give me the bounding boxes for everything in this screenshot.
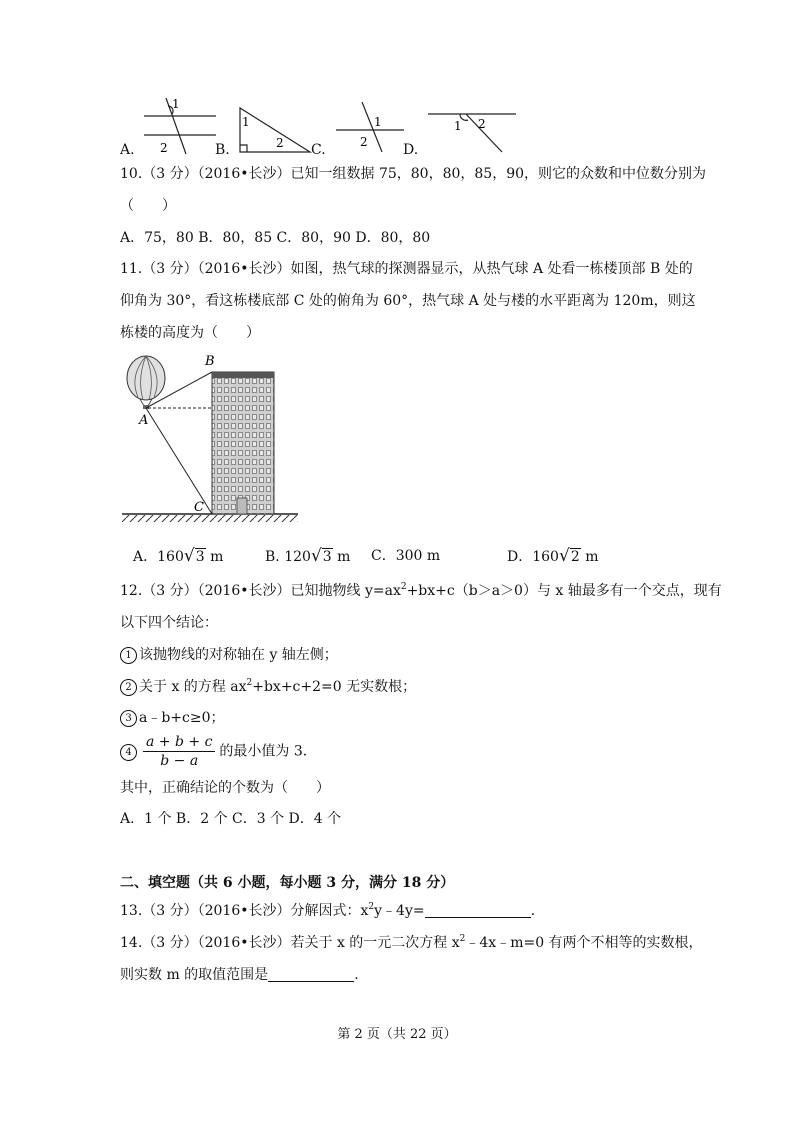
q9-figure-b (240, 108, 310, 152)
q12-c3-num: 3 (120, 710, 137, 727)
q12-c2-a: 关于 x 的方程 ax (139, 679, 247, 695)
q11-option-d: D．160√2 m (507, 546, 599, 566)
q9-figure-a (144, 98, 216, 154)
q9-figure-d (428, 114, 516, 152)
q14-line2 (120, 965, 359, 985)
q11-label-a: A (139, 413, 149, 428)
q11-line3: 栋楼的高度为（ ） (120, 325, 260, 341)
q13-sup: 2 (368, 902, 375, 912)
q11-figure-svg (118, 350, 300, 524)
q12-c4-numerator: a + b + c (143, 733, 215, 752)
q11-option-a-coef: 160 (157, 549, 184, 565)
q13-prefix: 13.（3 分）（2016•长沙）分解因式：x (120, 903, 369, 919)
q12-c4-num: 4 (120, 744, 137, 761)
q9-d-mark2: 2 (478, 117, 486, 131)
q11-option-d-unit: m (585, 549, 599, 565)
q11-building-roof (212, 372, 274, 378)
q12-conclusion-2 (120, 677, 416, 697)
q10-paren: （ ） (120, 198, 176, 214)
q12-line1-b: +bx+c（b＞a＞0）与 x 轴最多有一个交点，现有 (406, 583, 722, 599)
q11-option-d-coef: 160 (532, 549, 559, 565)
page-footer: 第 2 页（共 22 页） (337, 1027, 457, 1042)
q9-b-mark1: 1 (242, 115, 250, 129)
q12-line1 (120, 581, 722, 601)
q13-answer-blank[interactable] (425, 901, 531, 918)
q12-line2: 以下四个结论： (120, 615, 218, 631)
q9-option-d-letter: D. (403, 142, 419, 158)
q11-option-b-radicand: 3 (322, 549, 332, 565)
q14-answer-blank[interactable] (268, 965, 354, 982)
q12-options: A．1 个 B．2 个 C．3 个 D．4 个 (120, 811, 342, 827)
q9-c-mark2: 2 (360, 135, 368, 149)
q12-line1-sup: 2 (400, 582, 407, 592)
section2-heading: 二、填空题（共 6 小题，每小题 3 分，满分 18 分） (120, 875, 455, 891)
q14-line1-a: 14.（3 分）（2016•长沙）若关于 x 的一元二次方程 x (120, 935, 460, 951)
q14-end: . (354, 967, 359, 983)
q12-conclusion-4 (120, 733, 317, 770)
q13-suffix: y﹣4y= (374, 903, 425, 919)
q11-label-c: C (194, 500, 204, 515)
q9-d-mark1: 1 (454, 119, 462, 133)
q9-b-mark2: 2 (276, 136, 284, 150)
q12-conclusion-1 (120, 645, 338, 665)
q10-options: A．75，80 B．80，85 C．80，90 D．80，80 (120, 230, 431, 246)
q12-c2-sup: 2 (246, 678, 253, 688)
q12-c2-b: +bx+c+2=0 无实数根； (252, 679, 417, 695)
q11-option-b: B. 120√3 m (265, 546, 351, 566)
q11-option-d-letter: D． (507, 549, 533, 565)
q11-ground-hatch (122, 515, 298, 522)
q9-figure-c (336, 102, 404, 152)
q11-building (212, 372, 274, 514)
q11-option-c-text: 300 m (395, 548, 441, 564)
q13 (120, 901, 535, 921)
q12-question: 其中，正确结论的个数为（ ） (120, 780, 330, 796)
q11-option-a-radicand: 3 (195, 549, 205, 565)
q9-option-b-letter: B. (215, 142, 230, 158)
q9-c-mark1: 1 (374, 115, 382, 129)
q12-line1-a: 12.（3 分）（2016•长沙）已知抛物线 y=ax (120, 583, 401, 599)
q11-option-c (371, 546, 440, 566)
q11-option-a-unit: m (210, 549, 224, 565)
q11-line2: 仰角为 30°，看这栋楼底部 C 处的俯角为 60°，热气球 A 处与楼的水平距离为 120m，则这 (120, 293, 696, 309)
q11-option-b-coef: 120 (284, 549, 311, 565)
q11-option-b-unit: m (337, 549, 351, 565)
q13-end: . (530, 903, 536, 919)
q11-line1: 11.（3 分）（2016•长沙）如图，热气球的探测器显示，从热气球 A 处看一栋楼顶部 B 处的 (120, 261, 693, 277)
q11-option-d-radicand: 2 (570, 549, 580, 565)
q9-option-c-letter: C. (311, 142, 326, 158)
q9-a-mark1: 1 (172, 97, 180, 111)
q11-option-c-letter: C． (371, 548, 396, 564)
q12-c1-text: 该抛物线的对称轴在 y 轴左侧； (139, 647, 338, 663)
q11-label-b: B (205, 354, 215, 369)
q9-a-mark2: 2 (160, 141, 168, 155)
q10-stem: 10.（3 分）（2016•长沙）已知一组数据 75，80，80，85，90，则它的众数和中位数分别为 (120, 166, 707, 182)
q11-figure (118, 350, 300, 524)
q11-line-ac (146, 408, 212, 514)
q12-c3-text: a﹣b+c≥0； (139, 710, 225, 726)
q14-line1 (120, 933, 703, 953)
q12-c4-denominator: b − a (160, 753, 199, 769)
q11-option-a: A．160√3 m (133, 546, 224, 566)
q12-c4-text: 的最小值为 3． (219, 743, 317, 760)
q14-line2-text: 则实数 m 的取值范围是 (120, 967, 269, 983)
q12-c1-num: 1 (120, 647, 137, 664)
q11-option-b-letter: B. (265, 549, 280, 565)
q12-c4-fraction (143, 733, 215, 770)
q12-c2-num: 2 (120, 679, 137, 696)
q12-conclusion-3 (120, 708, 225, 728)
q11-option-a-letter: A． (133, 549, 158, 565)
q14-line1-sup: 2 (459, 934, 466, 944)
q11-building-door (237, 498, 247, 514)
q9-option-a-letter: A. (120, 142, 135, 158)
q14-line1-b: ﹣4x﹣m=0 有两个不相等的实数根， (465, 935, 703, 951)
